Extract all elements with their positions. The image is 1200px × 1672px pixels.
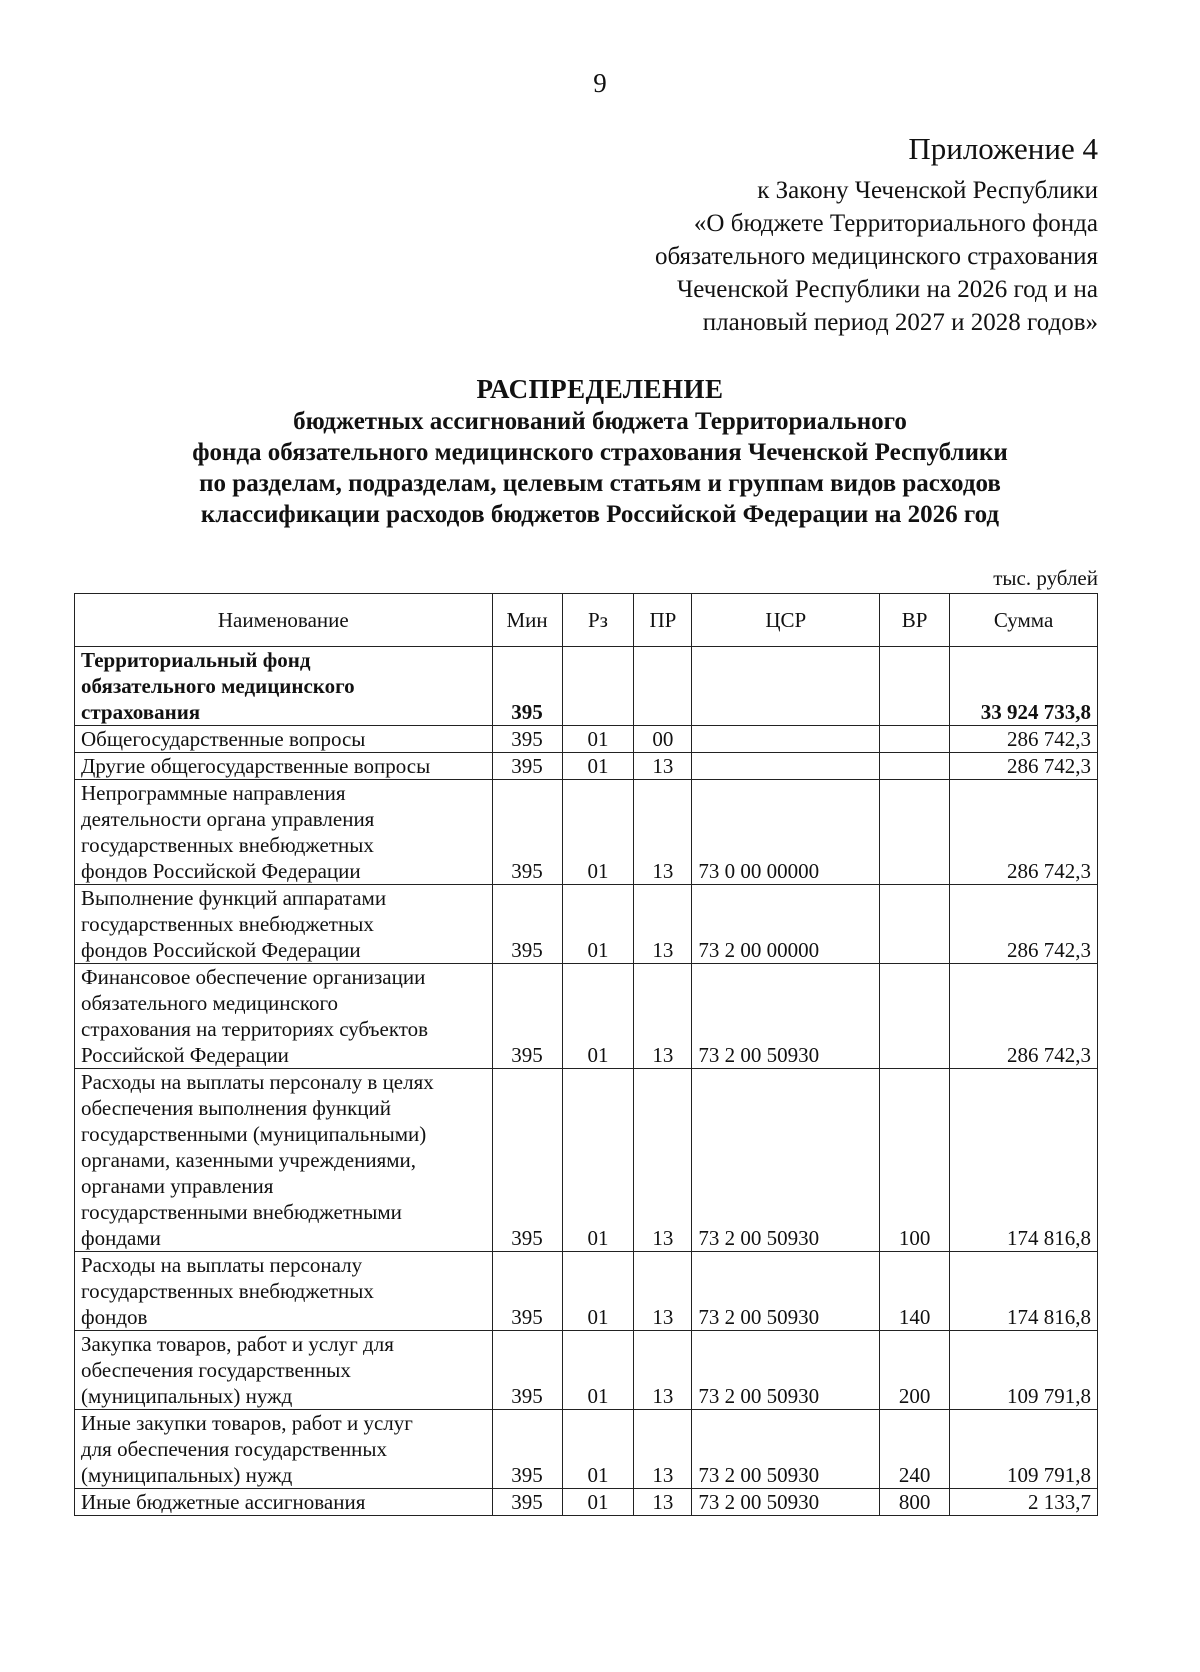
cell-name-line: Российской Федерации	[81, 1043, 289, 1067]
header-vr: ВР	[880, 594, 950, 647]
cell-sum: 286 742,3	[950, 964, 1098, 1069]
header-min: Мин	[492, 594, 562, 647]
cell-name-line: фондов	[81, 1305, 148, 1329]
header-csr: ЦСР	[692, 594, 880, 647]
cell-pr: 13	[634, 964, 692, 1069]
units-label: тыс. рублей	[993, 566, 1098, 590]
cell-rz: 01	[562, 885, 634, 964]
cell-pr: 13	[634, 885, 692, 964]
cell-name-line: фондов Российской Федерации	[81, 859, 361, 883]
cell-sum: 2 133,7	[950, 1489, 1098, 1516]
cell-min: 395	[492, 753, 562, 780]
cell-name-line: государственных внебюджетных	[81, 833, 374, 857]
heading-subtitle-line: фонда обязательного медицинского страхования Чеченской Республики	[192, 439, 1008, 466]
appendix-title: Приложение 4	[908, 131, 1098, 166]
appendix-line: плановый период 2027 и 2028 годов»	[702, 309, 1098, 336]
table-row	[75, 647, 1098, 726]
cell-min: 395	[492, 1331, 562, 1410]
cell-vr: 100	[880, 1069, 950, 1252]
appendix-line: к Закону Чеченской Республики	[757, 177, 1098, 204]
cell-vr: 800	[880, 1489, 950, 1516]
cell-sum: 286 742,3	[950, 885, 1098, 964]
cell-name-line: страхования на территориях субъектов	[81, 1017, 429, 1041]
heading-subtitle-line: бюджетных ассигнований бюджета Территориального	[293, 408, 907, 435]
cell-vr	[880, 753, 950, 780]
cell-name-line: деятельности органа управления	[81, 807, 375, 831]
cell-name-line: Другие общегосударственные вопросы	[81, 754, 431, 778]
cell-name-line: Общегосударственные вопросы	[81, 727, 366, 751]
cell-csr: 73 2 00 50930	[692, 964, 880, 1069]
cell-name	[75, 753, 493, 780]
budget-table	[74, 593, 1098, 1516]
cell-name	[75, 1410, 493, 1489]
cell-name	[75, 1069, 493, 1252]
cell-csr: 73 2 00 50930	[692, 1252, 880, 1331]
cell-name-line: обеспечения государственных	[81, 1358, 351, 1382]
cell-sum: 109 791,8	[950, 1331, 1098, 1410]
cell-vr	[880, 726, 950, 753]
cell-min: 395	[492, 885, 562, 964]
table-body	[75, 647, 1098, 1516]
document-heading	[60, 372, 1140, 530]
table-row	[75, 964, 1098, 1069]
cell-name	[75, 1489, 493, 1516]
cell-pr: 13	[634, 1331, 692, 1410]
cell-min: 395	[492, 780, 562, 885]
cell-rz: 01	[562, 1252, 634, 1331]
cell-csr: 73 2 00 00000	[692, 885, 880, 964]
cell-name-line: Иные закупки товаров, работ и услуг	[81, 1411, 413, 1435]
table-row	[75, 1069, 1098, 1252]
cell-sum: 286 742,3	[950, 753, 1098, 780]
appendix-line: Чеченской Республики на 2026 год и на	[677, 276, 1098, 303]
cell-name-line: обязательного медицинского	[81, 991, 339, 1015]
header-pr: ПР	[634, 594, 692, 647]
cell-name-line: Территориальный фонд	[81, 648, 311, 672]
cell-rz: 01	[562, 1410, 634, 1489]
cell-name-line: государственными (муниципальными)	[81, 1122, 427, 1146]
cell-pr: 13	[634, 1252, 692, 1331]
cell-rz: 01	[562, 780, 634, 885]
cell-name	[75, 726, 493, 753]
cell-vr	[880, 780, 950, 885]
cell-rz: 01	[562, 1489, 634, 1516]
cell-min: 395	[492, 1069, 562, 1252]
table-row	[75, 1489, 1098, 1516]
cell-min: 395	[492, 964, 562, 1069]
cell-name-line: обязательного медицинского	[81, 674, 355, 698]
cell-name-line: страхования	[81, 700, 201, 724]
appendix-line: «О бюджете Территориального фонда	[693, 210, 1098, 237]
cell-name-line: обеспечения выполнения функций	[81, 1096, 392, 1120]
cell-name-line: Расходы на выплаты персоналу	[81, 1253, 363, 1277]
cell-rz: 01	[562, 726, 634, 753]
cell-rz: 01	[562, 753, 634, 780]
table-row	[75, 780, 1098, 885]
cell-csr: 73 2 00 50930	[692, 1069, 880, 1252]
cell-vr	[880, 964, 950, 1069]
cell-min: 395	[492, 1252, 562, 1331]
cell-csr: 73 0 00 00000	[692, 780, 880, 885]
cell-csr	[692, 647, 880, 726]
cell-name-line: государственных внебюджетных	[81, 912, 374, 936]
cell-pr: 13	[634, 1410, 692, 1489]
table-row	[75, 753, 1098, 780]
heading-title: РАСПРЕДЕЛЕНИЕ	[476, 374, 724, 404]
appendix-line: обязательного медицинского страхования	[654, 243, 1098, 270]
cell-name	[75, 1331, 493, 1410]
table-header-row	[75, 594, 1098, 647]
appendix-block	[478, 130, 1098, 339]
cell-name-line: Иные бюджетные ассигнования	[81, 1490, 366, 1514]
cell-csr: 73 2 00 50930	[692, 1410, 880, 1489]
heading-subtitle-line: классификации расходов бюджетов Российской Федерации на 2026 год	[200, 501, 1000, 528]
cell-name	[75, 885, 493, 964]
cell-name	[75, 1252, 493, 1331]
cell-name-line: (муниципальных) нужд	[81, 1463, 293, 1487]
table-row	[75, 885, 1098, 964]
cell-pr: 00	[634, 726, 692, 753]
cell-name-line: (муниципальных) нужд	[81, 1384, 293, 1408]
cell-name-line: Финансовое обеспечение организации	[81, 965, 426, 989]
cell-pr: 13	[634, 780, 692, 885]
cell-rz: 01	[562, 1069, 634, 1252]
cell-pr: 13	[634, 753, 692, 780]
cell-name-line: для обеспечения государственных	[81, 1437, 387, 1461]
cell-pr: 13	[634, 1489, 692, 1516]
cell-csr	[692, 726, 880, 753]
cell-sum: 286 742,3	[950, 780, 1098, 885]
cell-min: 395	[492, 1410, 562, 1489]
table-row	[75, 1410, 1098, 1489]
cell-vr	[880, 885, 950, 964]
header-rz: Рз	[562, 594, 634, 647]
table-row	[75, 726, 1098, 753]
cell-sum: 109 791,8	[950, 1410, 1098, 1489]
cell-vr	[880, 647, 950, 726]
cell-name-line: Расходы на выплаты персоналу в целях	[81, 1070, 434, 1094]
cell-vr: 200	[880, 1331, 950, 1410]
cell-min: 395	[492, 726, 562, 753]
cell-sum: 286 742,3	[950, 726, 1098, 753]
cell-rz: 01	[562, 964, 634, 1069]
table-row	[75, 1331, 1098, 1410]
header-name: Наименование	[75, 594, 493, 647]
heading-subtitle-line: по разделам, подразделам, целевым статьям и группам видов расходов	[199, 470, 1001, 497]
cell-csr: 73 2 00 50930	[692, 1489, 880, 1516]
cell-csr: 73 2 00 50930	[692, 1331, 880, 1410]
cell-name	[75, 964, 493, 1069]
cell-vr: 240	[880, 1410, 950, 1489]
cell-name-line: органами, казенными учреждениями,	[81, 1148, 417, 1172]
cell-name-line: фондами	[81, 1226, 161, 1250]
cell-rz	[562, 647, 634, 726]
cell-name-line: Закупка товаров, работ и услуг для	[81, 1332, 394, 1356]
cell-min: 395	[492, 1489, 562, 1516]
table-header	[75, 594, 1098, 647]
cell-name-line: государственных внебюджетных	[81, 1279, 374, 1303]
cell-name-line: Непрограммные направления	[81, 781, 346, 805]
header-sum: Сумма	[950, 594, 1098, 647]
cell-name-line: государственными внебюджетными	[81, 1200, 402, 1224]
cell-sum: 174 816,8	[950, 1252, 1098, 1331]
cell-rz: 01	[562, 1331, 634, 1410]
cell-pr	[634, 647, 692, 726]
cell-name	[75, 780, 493, 885]
table-row	[75, 1252, 1098, 1331]
cell-csr	[692, 753, 880, 780]
cell-name-line: Выполнение функций аппаратами	[81, 886, 387, 910]
cell-name	[75, 647, 493, 726]
cell-vr: 140	[880, 1252, 950, 1331]
cell-name-line: фондов Российской Федерации	[81, 938, 361, 962]
cell-sum: 174 816,8	[950, 1069, 1098, 1252]
cell-pr: 13	[634, 1069, 692, 1252]
cell-min: 395	[492, 647, 562, 726]
page-number: 9	[593, 68, 607, 98]
cell-name-line: органами управления	[81, 1174, 274, 1198]
cell-sum: 33 924 733,8	[950, 647, 1098, 726]
